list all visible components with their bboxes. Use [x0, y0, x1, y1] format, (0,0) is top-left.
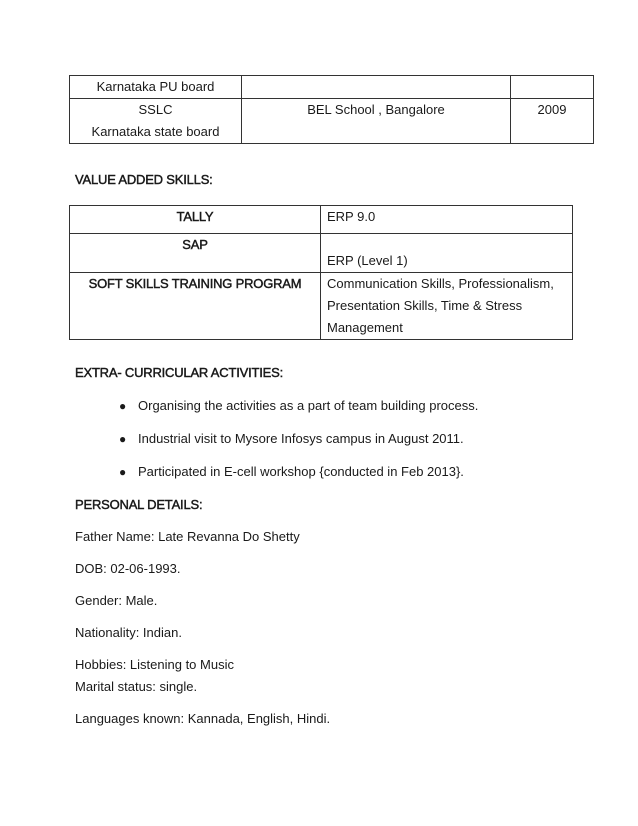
education-year-cell: 2009	[511, 99, 594, 144]
personal-details-heading: PERSONAL DETAILS:	[75, 497, 203, 512]
bullet-icon: ●	[119, 399, 127, 413]
education-table	[69, 75, 594, 144]
skill-desc-line: ERP 9.0	[327, 209, 376, 224]
education-school-cell: BEL School , Bangalore	[242, 99, 511, 144]
skill-name-cell: TALLY	[70, 206, 321, 234]
table-row	[70, 273, 573, 340]
skills-table	[69, 205, 573, 340]
table-row	[70, 99, 594, 144]
date-of-birth: DOB: 02-06-1993.	[75, 561, 181, 576]
skill-desc-line: Presentation Skills, Time & Stress	[327, 298, 523, 313]
education-board-cell	[70, 99, 242, 144]
skill-desc-line	[327, 234, 572, 250]
table-row	[70, 76, 594, 99]
hobbies: Hobbies: Listening to Music	[75, 657, 234, 672]
skill-name-cell: SAP	[70, 234, 321, 273]
table-row	[70, 234, 573, 273]
education-board-text: Karnataka PU board	[96, 79, 215, 94]
education-board-cell	[70, 76, 242, 99]
gender: Gender: Male.	[75, 593, 158, 608]
bullet-icon: ●	[119, 465, 127, 479]
list-item	[119, 398, 478, 413]
activity-text: Participated in E-cell workshop {conducted in Feb 2013}.	[138, 464, 464, 479]
skill-desc-cell	[321, 206, 573, 234]
education-year-cell	[511, 76, 594, 99]
extra-curricular-heading: EXTRA- CURRICULAR ACTIVITIES:	[75, 365, 284, 380]
education-school-cell	[242, 76, 511, 99]
activity-text: Industrial visit to Mysore Infosys campus in August 2011.	[138, 431, 464, 446]
skill-desc-line: Management	[327, 320, 403, 335]
education-board-text: Karnataka state board	[91, 124, 220, 139]
education-course-text: SSLC	[138, 102, 173, 117]
father-name: Father Name: Late Revanna Do Shetty	[75, 529, 300, 544]
skill-desc-cell	[321, 234, 573, 273]
nationality: Nationality: Indian.	[75, 625, 182, 640]
list-item	[119, 431, 464, 446]
marital-status: Marital status: single.	[75, 679, 198, 694]
languages-known: Languages known: Kannada, English, Hindi.	[75, 711, 331, 726]
table-row	[70, 206, 573, 234]
bullet-icon: ●	[119, 432, 127, 446]
skill-desc-line: ERP (Level 1)	[327, 253, 408, 268]
skill-name-cell: SOFT SKILLS TRAINING PROGRAM	[70, 273, 321, 340]
list-item	[119, 464, 464, 479]
skill-desc-line: Communication Skills, Professionalism,	[327, 276, 554, 291]
skill-desc-cell	[321, 273, 573, 340]
value-added-skills-heading: VALUE ADDED SKILLS:	[75, 172, 213, 187]
activity-text: Organising the activities as a part of team building process.	[138, 398, 479, 413]
